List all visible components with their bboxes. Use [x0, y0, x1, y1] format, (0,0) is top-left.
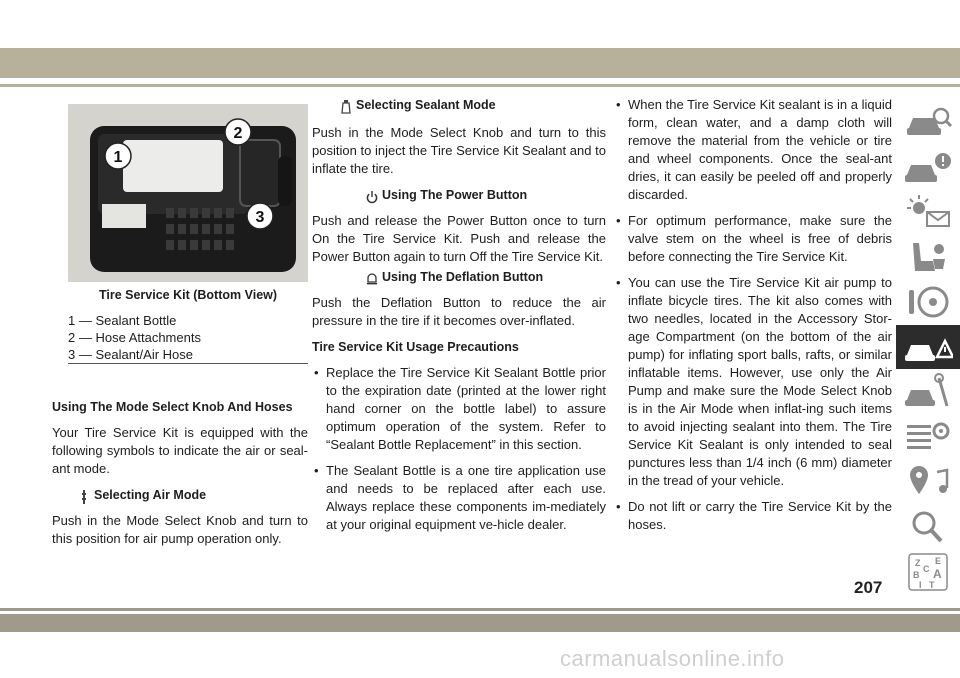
navigation-music-icon[interactable]	[896, 460, 960, 504]
tire-service-kit-photo	[68, 104, 308, 282]
section-heading: Using The Mode Select Knob And Hoses	[52, 400, 293, 414]
sealant-mode-icon	[340, 100, 352, 114]
header-rule	[0, 84, 960, 87]
footer-rule	[0, 608, 960, 611]
precautions-list	[312, 364, 606, 534]
power-button-label	[366, 186, 606, 204]
callout-3: 3	[255, 209, 265, 226]
car-hazard-icon[interactable]	[896, 325, 960, 369]
list-item: • Replace the Tire Service Kit Sealant Bottle prior to the expiration date (printed at the lower right hand corner on the bottle label) to assure optimum operation of the system. Refer to “Sealant Bottle Replacement” in this section.	[312, 364, 606, 454]
watermark-text: carmanualsonline.info	[560, 646, 785, 671]
column-3	[614, 96, 892, 542]
specifications-gear-icon[interactable]	[896, 415, 960, 459]
list-item: • You can use the Tire Service Kit air pump to inflate bicycle tires. The kit also comes with two needles, located in the Accessory Stor-age Compartment (on the bottom of the air pump) for inflating sport balls, rafts, or similar inflatable items. However, use only the Air Pump and make sure the Mode Select Knob is in the Air Mode when inflat-ing such items to avoid injecting sealant into them. The Tire Service Kit Sealant is only intended to seal punctures less than 1/4 inch (6 mm) diameter in the tread of your vehicle.	[614, 274, 892, 490]
column-2	[312, 96, 606, 542]
index-letter: B	[913, 570, 920, 580]
sealant-mode-label-text: Selecting Sealant Mode	[356, 98, 496, 112]
air-mode-paragraph: Push in the Mode Select Knob and turn to this position for air pump operation only.	[52, 513, 308, 546]
legend-item: 1 — Sealant Bottle	[68, 313, 177, 328]
alphabet-index-icon[interactable]	[896, 550, 960, 594]
figure-legend	[68, 312, 308, 363]
figure-caption-title: Tire Service Kit (Bottom View)	[98, 288, 278, 302]
column-1	[52, 392, 308, 556]
index-letter: Z	[915, 558, 921, 568]
list-item: • For optimum performance, make sure the valve stem on the wheel is free of debris before connecting the Tire Service Kit.	[614, 212, 892, 266]
legend-rule	[68, 363, 308, 364]
index-letter: C	[923, 564, 930, 574]
chapter-nav-rail	[896, 100, 960, 595]
index-letter: E	[935, 556, 942, 566]
power-label-text: Using The Power Button	[382, 188, 528, 202]
footer-band	[0, 614, 960, 632]
air-mode-label-text: Selecting Air Mode	[94, 488, 207, 502]
air-mode-icon	[78, 490, 90, 504]
power-icon	[366, 190, 378, 204]
lights-message-icon[interactable]	[896, 190, 960, 234]
deflation-button-label	[366, 268, 606, 286]
index-letter: T	[929, 580, 935, 590]
seat-airbag-icon[interactable]	[896, 235, 960, 279]
deflation-paragraph: Push the Deflation Button to reduce the air pressure in the tire if it becomes over-inflated.	[312, 295, 606, 328]
car-warning-light-icon[interactable]	[896, 145, 960, 189]
callout-2: 2	[233, 125, 243, 142]
index-letter: A	[933, 567, 942, 581]
precautions-heading: Tire Service Kit Usage Precautions	[312, 340, 519, 354]
intro-paragraph: Your Tire Service Kit is equipped with the following symbols to indicate the air or seal-ant mode.	[52, 425, 308, 476]
callout-1: 1	[113, 149, 123, 166]
legend-item: 2 — Hose Attachments	[68, 330, 201, 345]
car-inspection-icon[interactable]	[896, 100, 960, 144]
steering-controls-icon[interactable]	[896, 280, 960, 324]
deflation-icon	[366, 272, 378, 286]
car-service-icon[interactable]	[896, 370, 960, 414]
sealant-mode-label	[340, 96, 606, 114]
list-item: • The Sealant Bottle is a one tire application use and needs to be replaced after each use. Always replace these components im-mediately at your original equipment ve-hicle dealer.	[312, 462, 606, 534]
list-item: • When the Tire Service Kit sealant is in a liquid form, clean water, and a damp cloth will remove the material from the vehicle or tire and wheel components. Once the seal-ant dries, it can easily be peeled off and properly discarded.	[614, 96, 892, 204]
list-item: • Do not lift or carry the Tire Service Kit by the hoses.	[614, 498, 892, 534]
index-letter: I	[919, 580, 922, 590]
sealant-mode-paragraph: Push in the Mode Select Knob and turn to this position to inject the Tire Service Kit Sealant and to inflate the tire.	[312, 125, 606, 176]
search-magnifier-icon[interactable]	[896, 505, 960, 549]
header-band	[0, 48, 960, 78]
legend-item: 3 — Sealant/Air Hose	[68, 347, 194, 362]
precautions-list-continued	[614, 96, 892, 534]
deflation-label-text: Using The Deflation Button	[382, 270, 544, 284]
power-paragraph: Push and release the Power Button once to turn On the Tire Service Kit. Push and release the Power Button again to turn Off the Tire Service Kit.	[312, 213, 606, 264]
page-number: 207	[854, 578, 883, 597]
air-mode-label	[78, 486, 308, 504]
